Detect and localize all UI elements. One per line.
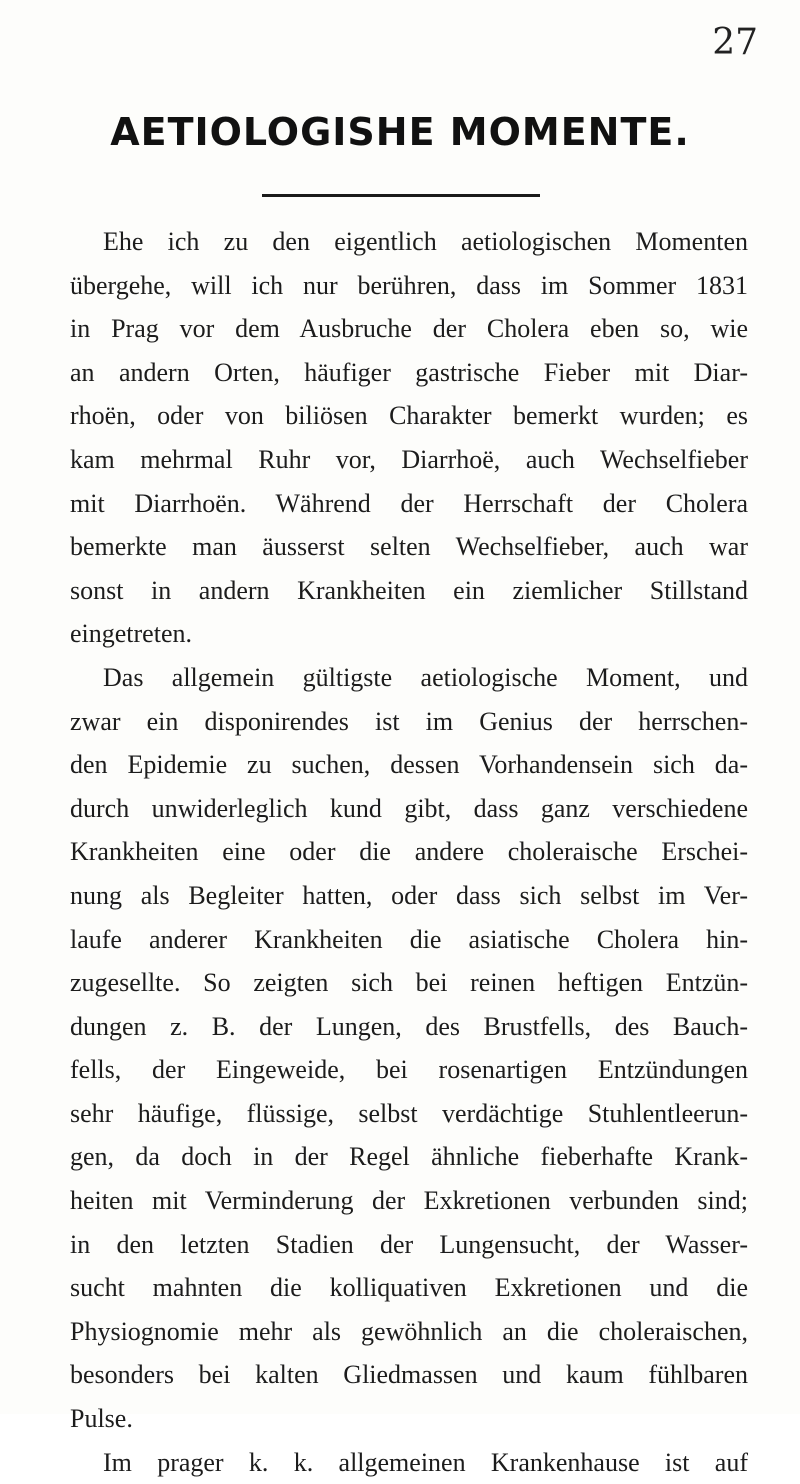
text-line: sucht mahnten die kolliquativen Exkretionen und die bbox=[70, 1273, 748, 1303]
text-line: an andern Orten, häufiger gastrische Fieber mit Diar- bbox=[70, 357, 748, 387]
text-line: nung als Begleiter hatten, oder dass sich selbst im Ver- bbox=[70, 880, 748, 910]
text-line: rhoën, oder von biliösen Charakter bemerkt wurden; es bbox=[70, 401, 748, 431]
text-line: gen, da doch in der Regel ähnliche fieberhafte Krank- bbox=[70, 1142, 748, 1172]
text-line: übergehe, will ich nur berühren, dass im Sommer 1831 bbox=[70, 270, 748, 300]
text-line: laufe anderer Krankheiten die asiatische Cholera hin- bbox=[70, 924, 748, 954]
text-line: in Prag vor dem Ausbruche der Cholera eben so, wie bbox=[70, 314, 748, 344]
text-line: bemerkte man äusserst selten Wechselfieber, auch war bbox=[70, 532, 748, 562]
text-line: kam mehrmal Ruhr vor, Diarrhoë, auch Wechselfieber bbox=[70, 444, 748, 474]
text-line: Pulse. bbox=[70, 1404, 133, 1434]
text-line: fells, der Eingeweide, bei rosenartigen Entzündungen bbox=[70, 1055, 748, 1085]
title-rule bbox=[262, 194, 540, 197]
text-line: Ehe ich zu den eigentlich aetiologischen Momenten bbox=[103, 227, 748, 256]
text-line: durch unwiderleglich kund gibt, dass ganz verschiedene bbox=[70, 793, 748, 823]
text-line: sehr häufige, flüssige, selbst verdächtige Stuhlentleerun- bbox=[70, 1098, 748, 1128]
text-line: Krankheiten eine oder die andere choleraische Erschei- bbox=[70, 837, 748, 867]
page-number: 27 bbox=[712, 22, 758, 63]
text-line: zwar ein disponirendes ist im Genius der herrschen- bbox=[70, 706, 748, 736]
text-line: in den letzten Stadien der Lungensucht, der Wasser- bbox=[70, 1229, 748, 1259]
text-line: zugesellte. So zeigten sich bei reinen heftigen Entzün- bbox=[70, 968, 748, 998]
text-line: heiten mit Verminderung der Exkretionen verbunden sind; bbox=[70, 1186, 748, 1216]
text-line: sonst in andern Krankheiten ein ziemlicher Stillstand bbox=[70, 575, 748, 605]
text-line: Das allgemein gültigste aetiologische Moment, und bbox=[103, 662, 748, 692]
text-line: besonders bei kalten Gliedmassen und kaum fühlbaren bbox=[70, 1360, 748, 1390]
text-line: dungen z. B. der Lungen, des Brustfells, des Bauch- bbox=[70, 1011, 748, 1041]
text-line: Physiognomie mehr als gewöhnlich an die choleraischen, bbox=[70, 1316, 748, 1346]
text-line: eingetreten. bbox=[70, 619, 192, 649]
chapter-title: AETIOLOGISHE MOMENTE. bbox=[110, 110, 690, 154]
text-line: Im prager k. k. allgemeinen Krankenhause ist auf bbox=[103, 1447, 748, 1477]
body-text bbox=[70, 220, 748, 1484]
text-line: mit Diarrhoën. Während der Herrschaft der Cholera bbox=[70, 488, 748, 518]
text-line: den Epidemie zu suchen, dessen Vorhandensein sich da- bbox=[70, 750, 748, 780]
